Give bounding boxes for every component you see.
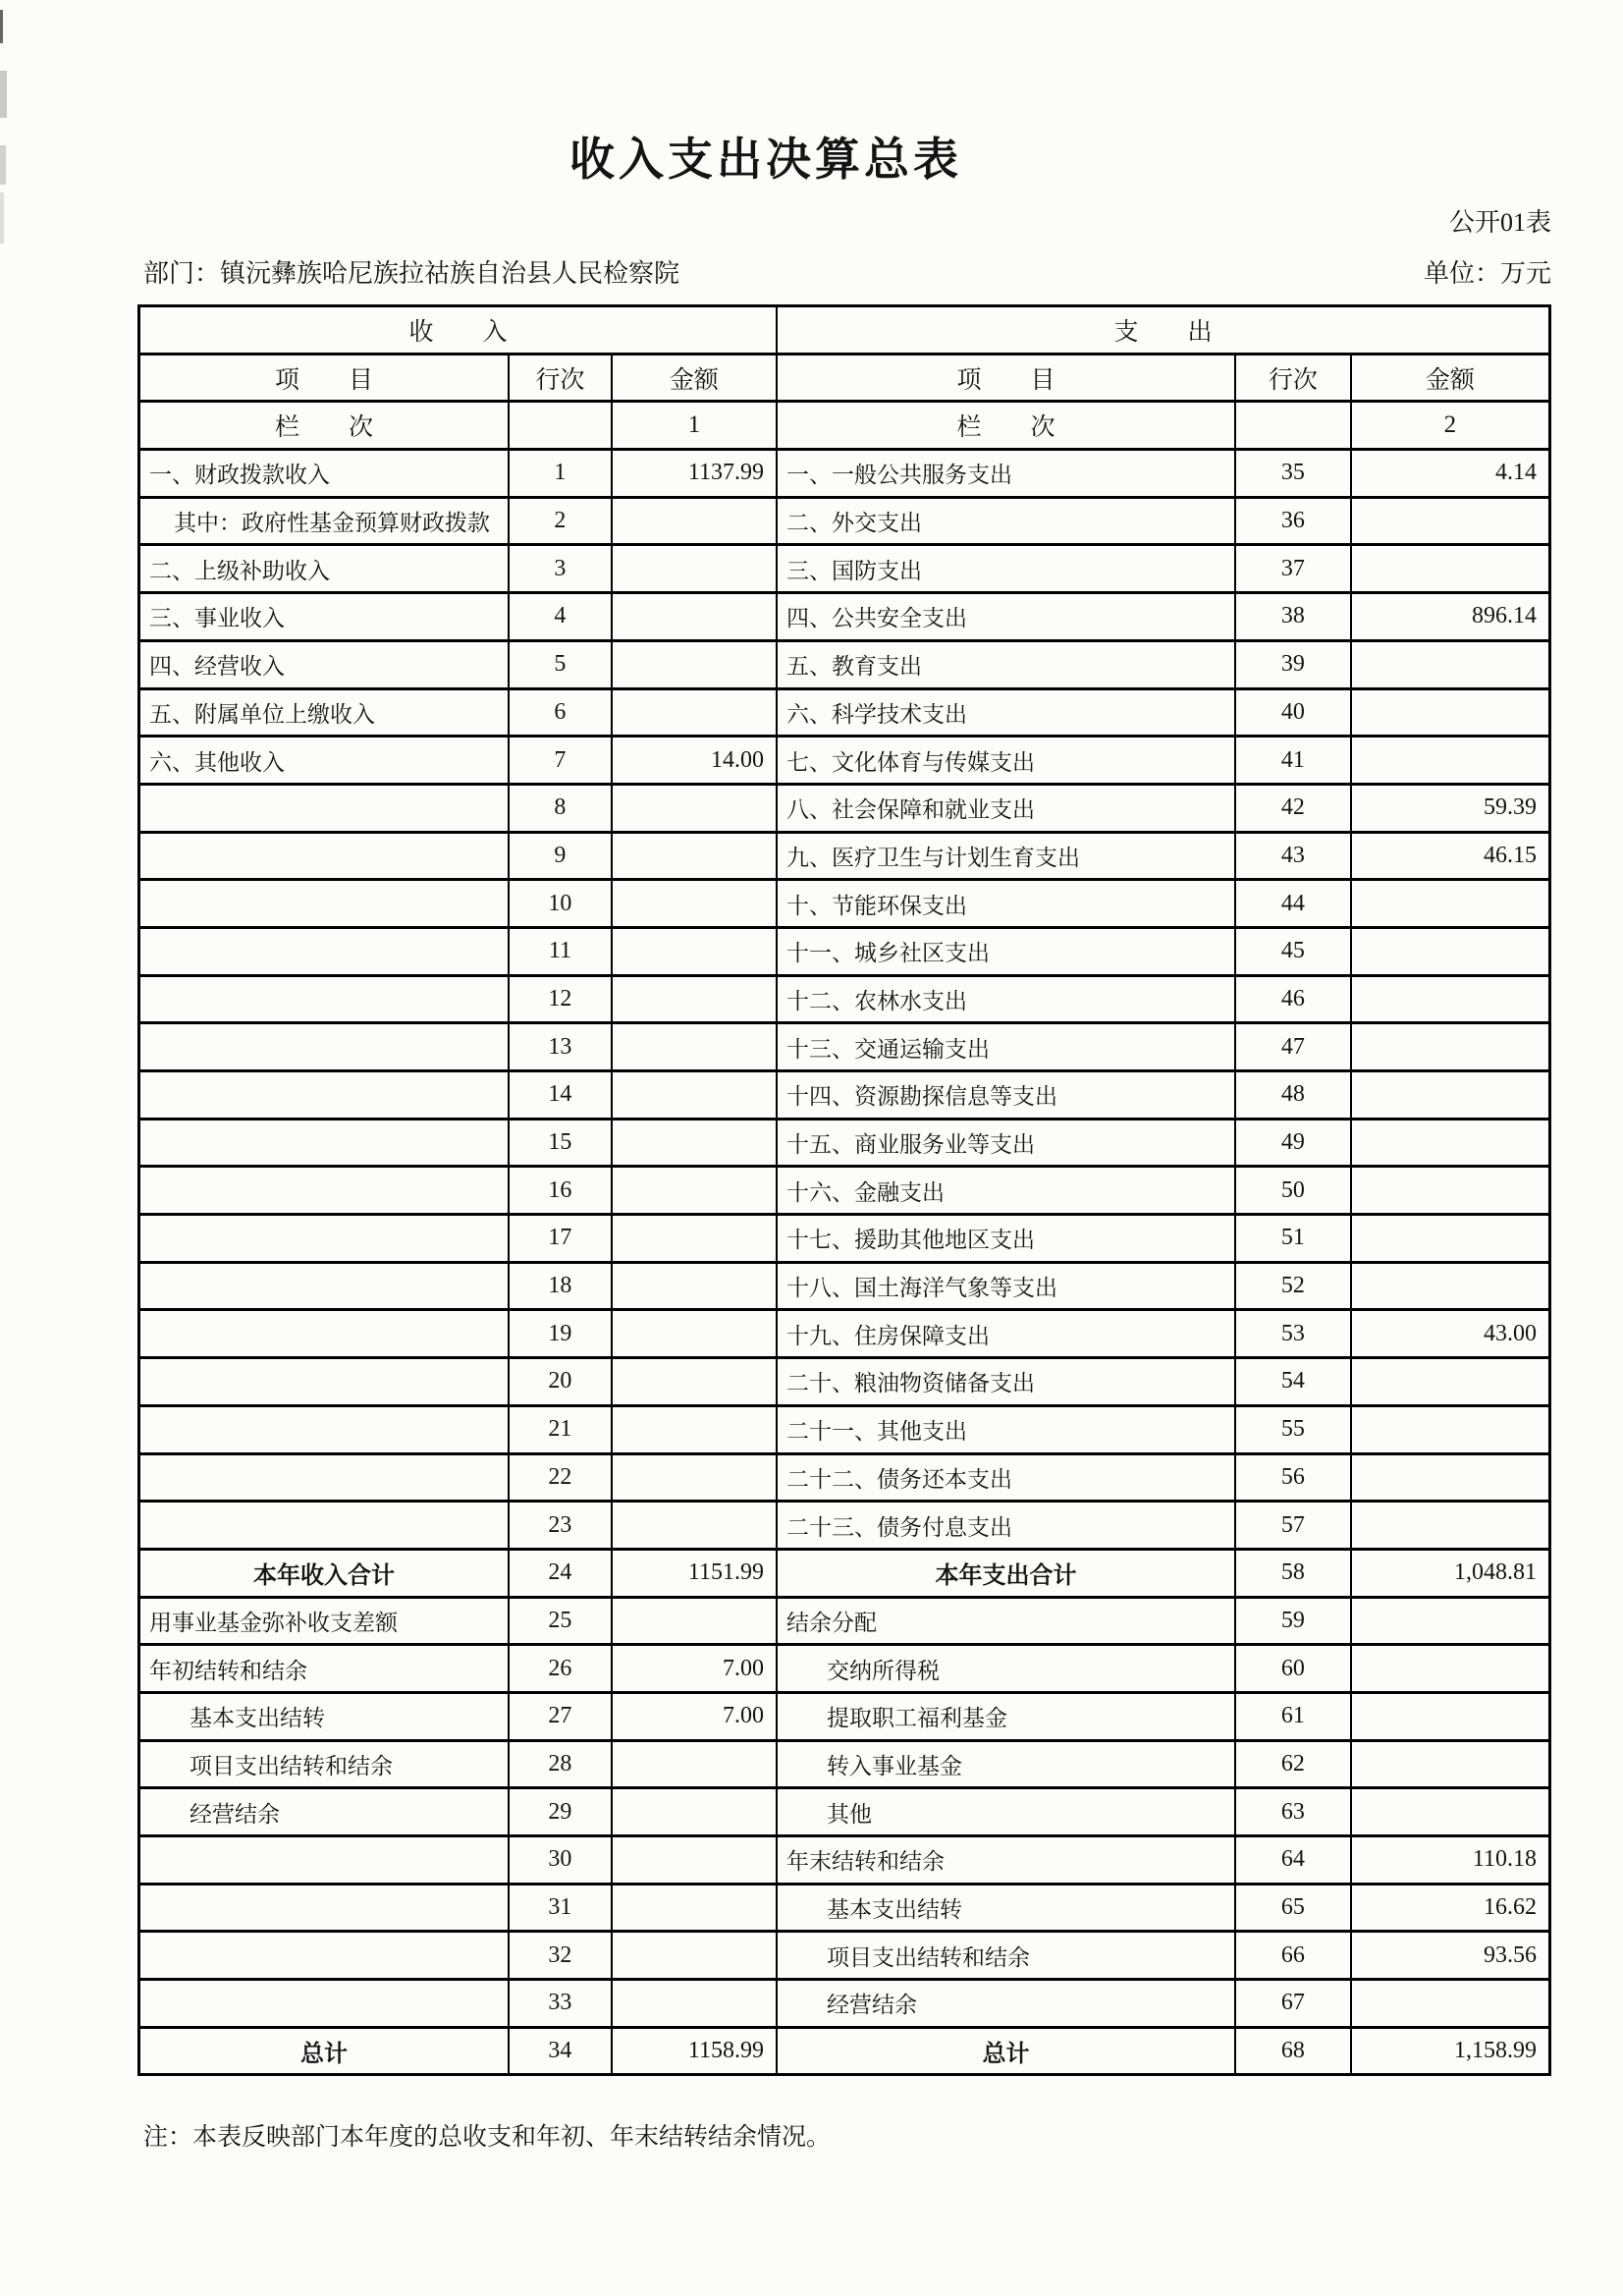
income-item-cell: 其中：政府性基金预算财政拨款 bbox=[139, 497, 509, 545]
income-item-cell bbox=[139, 1405, 509, 1453]
scan-artifact bbox=[0, 10, 3, 43]
expense-amount-cell: 1,048.81 bbox=[1351, 1549, 1550, 1597]
table-row bbox=[139, 593, 1550, 641]
table-row bbox=[139, 2027, 1550, 2075]
income-rowno-cell: 32 bbox=[509, 1932, 612, 1980]
income-amount-cell bbox=[612, 1215, 777, 1263]
income-amount-cell bbox=[612, 1119, 777, 1167]
income-item-cell bbox=[139, 1358, 509, 1406]
expense-item-cell: 基本支出结转 bbox=[777, 1884, 1235, 1932]
table-row bbox=[139, 497, 1550, 545]
income-rowno-cell: 13 bbox=[509, 1023, 612, 1071]
income-amount-cell bbox=[612, 1310, 777, 1358]
income-item-cell bbox=[139, 1836, 509, 1885]
income-amount-cell bbox=[612, 593, 777, 641]
expense-item-cell: 经营结余 bbox=[777, 1980, 1235, 2028]
table-row bbox=[139, 1597, 1550, 1645]
table-row bbox=[139, 1262, 1550, 1310]
income-item-cell bbox=[139, 1310, 509, 1358]
income-item-cell: 用事业基金弥补收支差额 bbox=[139, 1597, 509, 1645]
footnote: 注：本表反映部门本年度的总收支和年初、年末结转结余情况。 bbox=[143, 2124, 832, 2151]
expense-amount-cell: 59.39 bbox=[1351, 784, 1550, 832]
income-amount-cell bbox=[612, 927, 777, 975]
income-rowno-cell: 26 bbox=[509, 1645, 612, 1693]
expense-rowno-cell: 66 bbox=[1235, 1932, 1351, 1980]
expense-amount-cell bbox=[1351, 1597, 1550, 1645]
table-row bbox=[139, 1358, 1550, 1406]
expense-amount-cell bbox=[1351, 737, 1550, 785]
table-row bbox=[139, 450, 1550, 498]
table-row bbox=[139, 927, 1550, 975]
expense-amount-cell: 896.14 bbox=[1351, 593, 1550, 641]
table-row bbox=[139, 1310, 1550, 1358]
page-title: 收入支出决算总表 bbox=[569, 135, 962, 185]
income-item-cell: 基本支出结转 bbox=[139, 1692, 509, 1740]
income-amount-cell: 7.00 bbox=[612, 1645, 777, 1693]
expense-amount-cell: 4.14 bbox=[1351, 450, 1550, 498]
table-row bbox=[139, 1215, 1550, 1263]
table-row bbox=[139, 880, 1550, 928]
income-rowno-cell: 30 bbox=[509, 1836, 612, 1885]
income-amount-cell bbox=[612, 1788, 777, 1836]
expense-amount-cell bbox=[1351, 1980, 1550, 2028]
expense-rowno-cell: 48 bbox=[1235, 1071, 1351, 1120]
expense-rowno-cell: 44 bbox=[1235, 880, 1351, 928]
table-row bbox=[139, 1023, 1550, 1071]
expense-rowno-cell: 64 bbox=[1235, 1836, 1351, 1885]
table-row bbox=[139, 545, 1550, 593]
income-item-cell bbox=[139, 1071, 509, 1120]
expense-amount-cell: 110.18 bbox=[1351, 1836, 1550, 1885]
income-rowno-cell: 27 bbox=[509, 1692, 612, 1740]
income-amount-cell bbox=[612, 1836, 777, 1885]
expense-item-cell: 十、节能环保支出 bbox=[777, 880, 1235, 928]
table-row bbox=[139, 975, 1550, 1023]
expense-amount-cell bbox=[1351, 1788, 1550, 1836]
expense-item-cell: 结余分配 bbox=[777, 1597, 1235, 1645]
table-row bbox=[139, 1884, 1550, 1932]
expense-rowno-cell: 58 bbox=[1235, 1549, 1351, 1597]
expense-rowno-cell: 55 bbox=[1235, 1405, 1351, 1453]
table-row bbox=[139, 1405, 1550, 1453]
expense-amount-cell: 43.00 bbox=[1351, 1310, 1550, 1358]
expense-rowno-cell: 35 bbox=[1235, 450, 1351, 498]
expense-rowno-cell: 47 bbox=[1235, 1023, 1351, 1071]
expense-amount-cell bbox=[1351, 640, 1550, 688]
income-amount-cell bbox=[612, 1740, 777, 1788]
expense-rowno-cell: 62 bbox=[1235, 1740, 1351, 1788]
table-row bbox=[139, 1071, 1550, 1120]
income-amount-cell bbox=[612, 832, 777, 880]
expense-rowno-cell: 57 bbox=[1235, 1502, 1351, 1550]
expense-rowno-cell: 51 bbox=[1235, 1215, 1351, 1263]
expense-item-cell: 交纳所得税 bbox=[777, 1645, 1235, 1693]
income-rowno-cell: 25 bbox=[509, 1597, 612, 1645]
income-item-cell: 五、附属单位上缴收入 bbox=[139, 688, 509, 737]
column-header-row bbox=[139, 354, 1550, 402]
expense-amount-cell bbox=[1351, 1358, 1550, 1406]
expense-rowno-cell: 59 bbox=[1235, 1597, 1351, 1645]
expense-rowno-cell: 49 bbox=[1235, 1119, 1351, 1167]
income-item-cell bbox=[139, 975, 509, 1023]
expense-item-cell: 二十一、其他支出 bbox=[777, 1405, 1235, 1453]
income-section-header: 收 入 bbox=[139, 306, 778, 355]
scan-artifact bbox=[0, 192, 4, 244]
income-rowno-cell: 7 bbox=[509, 737, 612, 785]
expense-amount-cell: 93.56 bbox=[1351, 1932, 1550, 1980]
scan-artifact bbox=[0, 71, 7, 118]
expense-item-cell: 七、文化体育与传媒支出 bbox=[777, 737, 1235, 785]
income-rowno-cell: 21 bbox=[509, 1405, 612, 1453]
table-row bbox=[139, 1788, 1550, 1836]
expense-rowno-cell: 43 bbox=[1235, 832, 1351, 880]
table-row bbox=[139, 1836, 1550, 1885]
expense-rowno-cell: 40 bbox=[1235, 688, 1351, 737]
income-amount-cell bbox=[612, 1884, 777, 1932]
income-rowno-cell: 20 bbox=[509, 1358, 612, 1406]
table-row bbox=[139, 737, 1550, 785]
expense-column-label: 栏 次 bbox=[777, 402, 1235, 450]
expense-amount-cell bbox=[1351, 1740, 1550, 1788]
section-header-row bbox=[139, 306, 1550, 355]
income-amount-cell bbox=[612, 975, 777, 1023]
table-row bbox=[139, 1645, 1550, 1693]
income-rowno-cell: 6 bbox=[509, 688, 612, 737]
table-row bbox=[139, 1692, 1550, 1740]
income-item-cell: 总计 bbox=[139, 2027, 509, 2075]
income-rowno-cell: 29 bbox=[509, 1788, 612, 1836]
income-rowno-cell: 2 bbox=[509, 497, 612, 545]
expense-rowno-cell: 52 bbox=[1235, 1262, 1351, 1310]
expense-item-cell: 十四、资源勘探信息等支出 bbox=[777, 1071, 1235, 1120]
income-item-cell: 本年收入合计 bbox=[139, 1549, 509, 1597]
expense-amount-cell: 1,158.99 bbox=[1351, 2027, 1550, 2075]
expense-item-cell: 十六、金融支出 bbox=[777, 1167, 1235, 1215]
income-rowno-cell: 10 bbox=[509, 880, 612, 928]
expense-rowno-cell: 54 bbox=[1235, 1358, 1351, 1406]
expense-amount-header: 金额 bbox=[1351, 354, 1550, 402]
expense-amount-cell: 46.15 bbox=[1351, 832, 1550, 880]
table-row bbox=[139, 1502, 1550, 1550]
income-rowno-header: 行次 bbox=[509, 354, 612, 402]
table-body bbox=[139, 450, 1550, 2075]
income-rowno-cell: 8 bbox=[509, 784, 612, 832]
income-column-index: 1 bbox=[612, 402, 777, 450]
expense-item-cell: 二十、粮油物资储备支出 bbox=[777, 1358, 1235, 1406]
expense-item-cell: 十七、援助其他地区支出 bbox=[777, 1215, 1235, 1263]
income-item-cell bbox=[139, 1119, 509, 1167]
expense-amount-cell bbox=[1351, 1692, 1550, 1740]
income-item-cell: 六、其他收入 bbox=[139, 737, 509, 785]
expense-amount-cell bbox=[1351, 1215, 1550, 1263]
expense-section-header: 支 出 bbox=[777, 306, 1550, 355]
income-rowno-cell: 17 bbox=[509, 1215, 612, 1263]
expense-amount-cell: 16.62 bbox=[1351, 1884, 1550, 1932]
expense-item-cell: 项目支出结转和结余 bbox=[777, 1932, 1235, 1980]
income-amount-cell bbox=[612, 1405, 777, 1453]
table-row bbox=[139, 1740, 1550, 1788]
table-row bbox=[139, 640, 1550, 688]
expense-item-cell: 其他 bbox=[777, 1788, 1235, 1836]
department-label: 部门：镇沅彝族哈尼族拉祜族自治县人民检察院 bbox=[143, 259, 680, 288]
income-rowno-cell: 22 bbox=[509, 1453, 612, 1502]
income-item-cell bbox=[139, 1932, 509, 1980]
income-rowno-cell: 34 bbox=[509, 2027, 612, 2075]
expense-rowno-cell: 63 bbox=[1235, 1788, 1351, 1836]
income-amount-cell bbox=[612, 545, 777, 593]
expense-amount-cell bbox=[1351, 1167, 1550, 1215]
expense-item-cell: 转入事业基金 bbox=[777, 1740, 1235, 1788]
income-rowno-cell: 31 bbox=[509, 1884, 612, 1932]
income-item-cell bbox=[139, 927, 509, 975]
income-amount-cell bbox=[612, 880, 777, 928]
income-rowno-cell: 4 bbox=[509, 593, 612, 641]
income-amount-cell bbox=[612, 1071, 777, 1120]
expense-item-cell: 五、教育支出 bbox=[777, 640, 1235, 688]
expense-amount-cell bbox=[1351, 1119, 1550, 1167]
expense-amount-cell bbox=[1351, 545, 1550, 593]
income-amount-cell bbox=[612, 640, 777, 688]
expense-amount-cell bbox=[1351, 1502, 1550, 1550]
income-amount-cell bbox=[612, 1023, 777, 1071]
income-rowno-cell: 23 bbox=[509, 1502, 612, 1550]
income-expense-summary-table bbox=[137, 304, 1551, 2076]
blank-cell bbox=[509, 402, 612, 450]
income-item-cell bbox=[139, 1502, 509, 1550]
income-item-cell bbox=[139, 784, 509, 832]
table-row bbox=[139, 1167, 1550, 1215]
income-rowno-cell: 5 bbox=[509, 640, 612, 688]
expense-item-cell: 二、外交支出 bbox=[777, 497, 1235, 545]
income-item-cell: 二、上级补助收入 bbox=[139, 545, 509, 593]
table-row bbox=[139, 1932, 1550, 1980]
income-rowno-cell: 16 bbox=[509, 1167, 612, 1215]
income-item-cell bbox=[139, 1453, 509, 1502]
income-amount-cell bbox=[612, 1502, 777, 1550]
income-item-cell: 三、事业收入 bbox=[139, 593, 509, 641]
expense-item-cell: 提取职工福利基金 bbox=[777, 1692, 1235, 1740]
expense-item-cell: 六、科学技术支出 bbox=[777, 688, 1235, 737]
income-amount-cell: 14.00 bbox=[612, 737, 777, 785]
expense-amount-cell bbox=[1351, 1023, 1550, 1071]
expense-amount-cell bbox=[1351, 1453, 1550, 1502]
income-rowno-cell: 9 bbox=[509, 832, 612, 880]
expense-amount-cell bbox=[1351, 497, 1550, 545]
income-item-cell bbox=[139, 832, 509, 880]
expense-item-cell: 二十三、债务付息支出 bbox=[777, 1502, 1235, 1550]
income-rowno-cell: 18 bbox=[509, 1262, 612, 1310]
income-amount-cell: 7.00 bbox=[612, 1692, 777, 1740]
expense-item-header: 项 目 bbox=[777, 354, 1235, 402]
expense-item-cell: 十二、农林水支出 bbox=[777, 975, 1235, 1023]
expense-item-cell: 四、公共安全支出 bbox=[777, 593, 1235, 641]
expense-rowno-cell: 65 bbox=[1235, 1884, 1351, 1932]
expense-amount-cell bbox=[1351, 880, 1550, 928]
expense-amount-cell bbox=[1351, 975, 1550, 1023]
table-row bbox=[139, 1549, 1550, 1597]
income-amount-cell: 1137.99 bbox=[612, 450, 777, 498]
expense-rowno-cell: 36 bbox=[1235, 497, 1351, 545]
income-item-cell bbox=[139, 1262, 509, 1310]
income-item-cell bbox=[139, 1023, 509, 1071]
expense-rowno-header: 行次 bbox=[1235, 354, 1351, 402]
income-item-cell: 一、财政拨款收入 bbox=[139, 450, 509, 498]
expense-item-cell: 十九、住房保障支出 bbox=[777, 1310, 1235, 1358]
table-row bbox=[139, 1453, 1550, 1502]
income-amount-cell bbox=[612, 1167, 777, 1215]
expense-item-cell: 八、社会保障和就业支出 bbox=[777, 784, 1235, 832]
income-item-cell: 年初结转和结余 bbox=[139, 1645, 509, 1693]
expense-column-index: 2 bbox=[1351, 402, 1550, 450]
income-rowno-cell: 15 bbox=[509, 1119, 612, 1167]
expense-rowno-cell: 42 bbox=[1235, 784, 1351, 832]
income-item-cell: 项目支出结转和结余 bbox=[139, 1740, 509, 1788]
income-item-header: 项 目 bbox=[139, 354, 509, 402]
table-row bbox=[139, 688, 1550, 737]
income-amount-cell bbox=[612, 1932, 777, 1980]
expense-rowno-cell: 53 bbox=[1235, 1310, 1351, 1358]
expense-item-cell: 三、国防支出 bbox=[777, 545, 1235, 593]
scan-artifact bbox=[0, 145, 6, 185]
expense-rowno-cell: 50 bbox=[1235, 1167, 1351, 1215]
table-row bbox=[139, 832, 1550, 880]
table-row bbox=[139, 1119, 1550, 1167]
expense-rowno-cell: 67 bbox=[1235, 1980, 1351, 2028]
income-item-cell bbox=[139, 1167, 509, 1215]
income-rowno-cell: 14 bbox=[509, 1071, 612, 1120]
expense-item-cell: 十一、城乡社区支出 bbox=[777, 927, 1235, 975]
income-rowno-cell: 28 bbox=[509, 1740, 612, 1788]
expense-item-cell: 本年支出合计 bbox=[777, 1549, 1235, 1597]
expense-rowno-cell: 60 bbox=[1235, 1645, 1351, 1693]
income-amount-cell: 1151.99 bbox=[612, 1549, 777, 1597]
income-amount-cell bbox=[612, 784, 777, 832]
income-rowno-cell: 11 bbox=[509, 927, 612, 975]
expense-amount-cell bbox=[1351, 1262, 1550, 1310]
blank-cell bbox=[1235, 402, 1351, 450]
expense-rowno-cell: 46 bbox=[1235, 975, 1351, 1023]
income-item-cell: 经营结余 bbox=[139, 1788, 509, 1836]
expense-amount-cell bbox=[1351, 1405, 1550, 1453]
income-item-cell bbox=[139, 1215, 509, 1263]
expense-rowno-cell: 41 bbox=[1235, 737, 1351, 785]
expense-rowno-cell: 68 bbox=[1235, 2027, 1351, 2075]
column-index-row bbox=[139, 402, 1550, 450]
expense-item-cell: 总计 bbox=[777, 2027, 1235, 2075]
expense-rowno-cell: 45 bbox=[1235, 927, 1351, 975]
income-item-cell: 四、经营收入 bbox=[139, 640, 509, 688]
expense-amount-cell bbox=[1351, 688, 1550, 737]
expense-rowno-cell: 39 bbox=[1235, 640, 1351, 688]
expense-rowno-cell: 56 bbox=[1235, 1453, 1351, 1502]
income-rowno-cell: 1 bbox=[509, 450, 612, 498]
income-rowno-cell: 24 bbox=[509, 1549, 612, 1597]
income-rowno-cell: 3 bbox=[509, 545, 612, 593]
table-code: 公开01表 bbox=[1448, 208, 1551, 237]
income-amount-cell bbox=[612, 1980, 777, 2028]
expense-item-cell: 十五、商业服务业等支出 bbox=[777, 1119, 1235, 1167]
income-item-cell bbox=[139, 880, 509, 928]
expense-item-cell: 十三、交通运输支出 bbox=[777, 1023, 1235, 1071]
income-column-label: 栏 次 bbox=[139, 402, 509, 450]
expense-item-cell: 二十二、债务还本支出 bbox=[777, 1453, 1235, 1502]
income-item-cell bbox=[139, 1884, 509, 1932]
table-row bbox=[139, 1980, 1550, 2028]
income-rowno-cell: 19 bbox=[509, 1310, 612, 1358]
expense-rowno-cell: 38 bbox=[1235, 593, 1351, 641]
expense-item-cell: 一、一般公共服务支出 bbox=[777, 450, 1235, 498]
expense-item-cell: 十八、国土海洋气象等支出 bbox=[777, 1262, 1235, 1310]
income-rowno-cell: 33 bbox=[509, 1980, 612, 2028]
income-amount-cell bbox=[612, 1262, 777, 1310]
income-amount-cell bbox=[612, 1453, 777, 1502]
income-rowno-cell: 12 bbox=[509, 975, 612, 1023]
income-amount-header: 金额 bbox=[612, 354, 777, 402]
unit-label: 单位：万元 bbox=[1423, 259, 1551, 288]
expense-item-cell: 九、医疗卫生与计划生育支出 bbox=[777, 832, 1235, 880]
income-amount-cell bbox=[612, 688, 777, 737]
expense-rowno-cell: 37 bbox=[1235, 545, 1351, 593]
table-row bbox=[139, 784, 1550, 832]
income-item-cell bbox=[139, 1980, 509, 2028]
expense-item-cell: 年末结转和结余 bbox=[777, 1836, 1235, 1885]
income-amount-cell bbox=[612, 1597, 777, 1645]
expense-amount-cell bbox=[1351, 927, 1550, 975]
expense-amount-cell bbox=[1351, 1645, 1550, 1693]
income-amount-cell bbox=[612, 497, 777, 545]
income-amount-cell: 1158.99 bbox=[612, 2027, 777, 2075]
expense-rowno-cell: 61 bbox=[1235, 1692, 1351, 1740]
expense-amount-cell bbox=[1351, 1071, 1550, 1120]
income-amount-cell bbox=[612, 1358, 777, 1406]
